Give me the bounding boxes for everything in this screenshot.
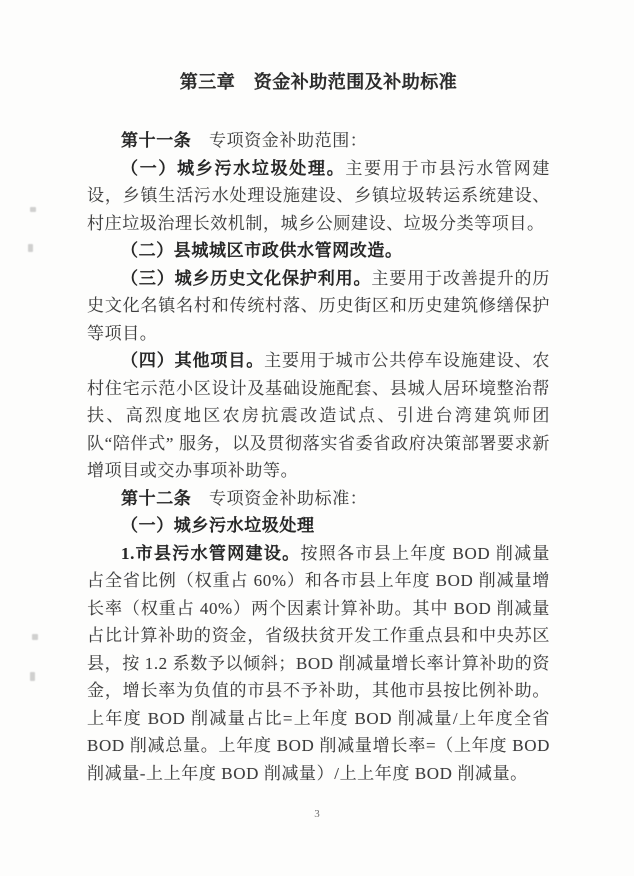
- text-run: 主要用于城市公共停车设施建设、农村住宅示范小区设计及基础设施配套、县城人居环境整治帮扶、高烈度地区农房抗震改造试点、引进台湾建筑师团队“陪伴式” 服务，以及贯彻落实省委省政府决策部署要求新增项目或交办事项补助等。: [87, 351, 550, 480]
- text-run: 专项资金补助范围：: [191, 131, 368, 150]
- sub-item-1-lead: 1.市县污水管网建设。: [121, 543, 301, 563]
- paragraph-standard-item-1: [87, 512, 550, 540]
- item-4-lead: （四）其他项目。: [121, 351, 265, 370]
- paragraph-sewage-pipe-network: [87, 540, 550, 788]
- item-2-lead: （二）县城城区市政供水管网改造。: [121, 241, 403, 260]
- scan-artifact: [32, 634, 38, 640]
- scan-artifact: [30, 207, 36, 212]
- paragraph-article-12: [87, 485, 550, 513]
- article-11-label: 第十一条: [121, 131, 192, 150]
- item-1-lead: （一）城乡污水垃圾处理。: [121, 158, 346, 178]
- paragraph-item-1: [87, 155, 550, 238]
- scan-artifact: [28, 244, 33, 252]
- paragraph-item-3: [87, 265, 550, 348]
- chapter-heading: 第三章 资金补助范围及补助标准: [179, 72, 458, 92]
- text-run: 专项资金补助标准：: [191, 488, 368, 508]
- text-run: 主要用于市县污水管网建设，乡镇生活污水处理设施建设、乡镇垃圾转运系统建设、村庄垃圾治理长效机制，城乡公厕建设、垃圾分类等项目。: [87, 158, 551, 233]
- item-3-lead: （三）城乡历史文化保护利用。: [121, 268, 372, 288]
- paragraph-item-2: [87, 237, 550, 265]
- page-number: 3: [314, 808, 320, 820]
- paragraph-item-4: [87, 347, 550, 485]
- document-content: [87, 71, 550, 787]
- text-run: 主要用于改善提升的历史文化名镇名村和传统村落、历史街区和历史建筑修缮保护等项目。: [87, 268, 551, 343]
- article-12-label: 第十二条: [121, 488, 192, 508]
- standard-item-1-lead: （一）城乡污水垃圾处理: [121, 516, 315, 535]
- text-run: 按照各市县上年度 BOD 削减量占全省比例（权重占 60%）和各市县上年度 BOD 削减量增长率（权重占 40%）两个因素计算补助。其中 BOD 削减量占比计算补助的资金，省级扶贫开发工作重点县和中央苏区县，按 1.2 系数予以倾斜；BOD 削减量增长率计算补助的资金，增长率为负值的市县不予补助，其他市县按比例补助。上年度 BOD 削减量占比=上年度 BOD 削减量/上年度全省 BOD 削减总量。上年度 BOD 削减量增长率=（上年度 BOD 削减量-上上年度 BOD 削减量）/上上年度 BOD 削减量。: [87, 543, 550, 783]
- scan-artifact: [30, 672, 35, 681]
- paragraph-article-11: [87, 127, 550, 155]
